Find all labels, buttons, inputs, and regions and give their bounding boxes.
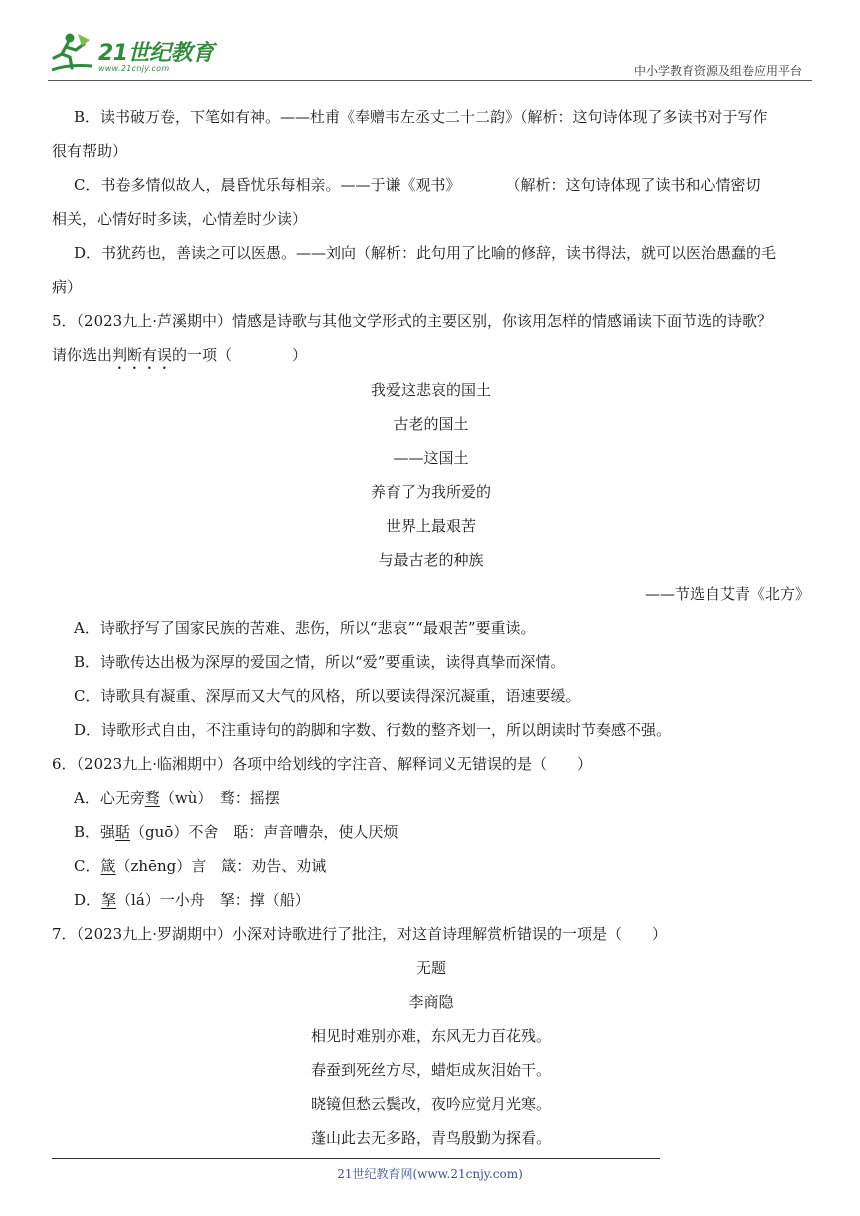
q6-option-b bbox=[52, 815, 810, 849]
q6-option-c bbox=[52, 849, 810, 883]
option-text: C． bbox=[74, 857, 101, 875]
q4-option-d-cont: 病） bbox=[52, 278, 83, 296]
option-text: B．强 bbox=[74, 823, 116, 841]
underlined-char: 拏 bbox=[101, 891, 117, 909]
q4-option-b: B．读书破万卷，下笔如有神。——杜甫《奉赠韦左丞丈二十二韵》（解析：这句诗体现了多读书对于写作 bbox=[74, 108, 768, 126]
logo-url: www.21cnjy.com bbox=[98, 64, 170, 73]
q5-emphasis: 判断有误 bbox=[112, 346, 173, 364]
header-divider bbox=[48, 80, 812, 81]
document-body bbox=[52, 100, 810, 1155]
q5-stem-cont bbox=[52, 338, 810, 373]
q5-poem-line: 与最古老的种族 bbox=[378, 551, 484, 569]
q6-stem: 6．（2023九上·临湘期中）各项中给划线的字注音、解释词义无错误的是（ ） bbox=[52, 755, 592, 773]
platform-name: 中小学教育资源及组卷应用平台 bbox=[633, 64, 802, 78]
q7-poem-title: 无题 bbox=[415, 959, 446, 977]
q4-option-c: C．书卷多情似故人，晨昏忧乐每相亲。——于谦《观书》 （解析：这句诗体现了读书和心情密切 bbox=[74, 176, 761, 194]
q5-option-b: B．诗歌传达出极为深厚的爱国之情，所以“爱”要重读，读得真挚而深情。 bbox=[74, 653, 566, 671]
runner-icon bbox=[48, 30, 96, 76]
q4-option-b-cont: 很有帮助） bbox=[52, 142, 128, 160]
q5-poem-line: 我爱这悲哀的国土 bbox=[370, 381, 491, 399]
q4-option-d: D．书犹药也，善读之可以医愚。——刘向（解析：此句用了比喻的修辞，读书得法，就可以医治愚蠢的毛 bbox=[74, 244, 777, 262]
q5-stem-part: 请你选出 bbox=[52, 346, 113, 364]
q6-option-a bbox=[52, 781, 810, 815]
page-footer: 21世纪教育网(www.21cnjy.com) bbox=[337, 1167, 523, 1181]
option-text: （guō）不舍 聒：声音嘈杂，使人厌烦 bbox=[130, 823, 399, 841]
option-text: （lá）一小舟 拏：撑（船） bbox=[116, 891, 310, 909]
q7-stem: 7．（2023九上·罗湖期中）小深对诗歌进行了批注，对这首诗理解赏析错误的一项是（ ） bbox=[52, 925, 667, 943]
q7-poem-line: 蓬山此去无多路，青鸟殷勤为探看。 bbox=[310, 1129, 551, 1147]
q5-option-a: A．诗歌抒写了国家民族的苦难、悲伤，所以“悲哀”“最艰苦”要重读。 bbox=[74, 619, 536, 637]
q7-poem-line: 晓镜但愁云鬓改，夜吟应觉月光寒。 bbox=[310, 1095, 551, 1113]
q5-poem-line: 世界上最艰苦 bbox=[385, 517, 476, 535]
underlined-char: 聒 bbox=[115, 823, 131, 841]
q5-poem-source: ——节选自艾青《北方》 bbox=[644, 585, 810, 603]
q5-poem-line: 古老的国土 bbox=[393, 415, 469, 433]
q7-poem-line: 相见时难别亦难，东风无力百花残。 bbox=[310, 1027, 551, 1045]
q4-option-c-cont: 相关，心情好时多读，心情差时少读） bbox=[52, 210, 308, 228]
option-text: D． bbox=[74, 891, 102, 909]
q5-stem-part: 的一项（ ） bbox=[172, 346, 308, 364]
q7-poem-author: 李商隐 bbox=[408, 993, 454, 1011]
q6-option-d bbox=[52, 883, 810, 917]
option-text: A．心无旁 bbox=[74, 789, 145, 807]
q5-stem: 5．（2023九上·芦溪期中）情感是诗歌与其他文学形式的主要区别，你该用怎样的情感诵读下面节选的诗歌？ bbox=[52, 312, 772, 330]
site-logo bbox=[48, 30, 218, 78]
option-text: （wù） 骛：摇摆 bbox=[159, 789, 280, 807]
q5-option-d: D．诗歌形式自由，不注重诗句的韵脚和字数、行数的整齐划一，所以朗读时节奏感不强。 bbox=[74, 721, 672, 739]
logo-text: 21世纪教育 bbox=[98, 41, 214, 66]
q5-poem-line: 养育了为我所爱的 bbox=[370, 483, 491, 501]
option-text: （zhēng）言 箴：劝告、劝诫 bbox=[115, 857, 327, 875]
underlined-char: 箴 bbox=[100, 857, 116, 875]
footer-divider bbox=[52, 1158, 660, 1159]
q5-option-c: C．诗歌具有凝重、深厚而又大气的风格，所以要读得深沉凝重，语速要缓。 bbox=[74, 687, 581, 705]
q7-poem-line: 春蚕到死丝方尽，蜡炬成灰泪始干。 bbox=[310, 1061, 551, 1079]
q5-poem-line: ——这国土 bbox=[393, 449, 469, 467]
underlined-char: 骛 bbox=[144, 789, 160, 807]
page-header bbox=[0, 0, 860, 82]
